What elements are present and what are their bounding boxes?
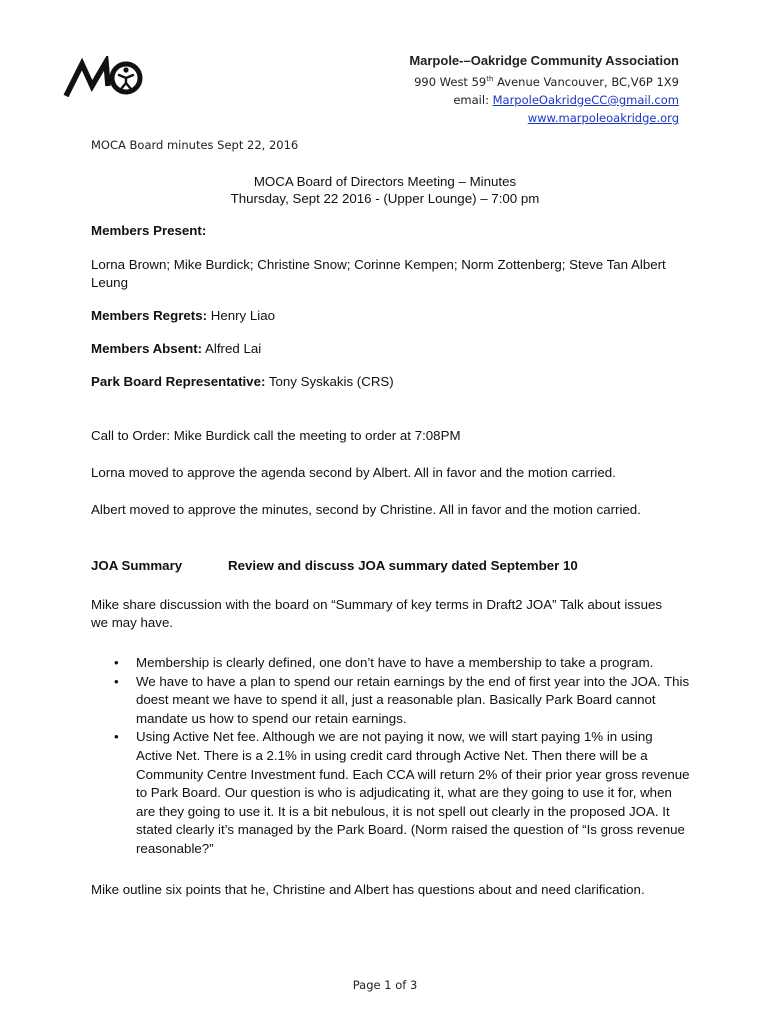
document-label: MOCA Board minutes Sept 22, 2016 bbox=[91, 138, 299, 152]
letterhead bbox=[409, 52, 679, 127]
address-city: Avenue Vancouver, BC,V6P 1X9 bbox=[493, 74, 679, 89]
meeting-title bbox=[91, 173, 679, 207]
bullet-icon: • bbox=[114, 729, 119, 745]
org-email-line bbox=[409, 91, 679, 109]
park-value: Tony Syskakis (CRS) bbox=[265, 374, 394, 389]
motion-agenda: Lorna moved to approve the agenda second by Albert. All in favor and the motion carried. bbox=[91, 465, 616, 480]
park-board-rep bbox=[91, 373, 691, 391]
members-present-label: Members Present: bbox=[91, 223, 207, 238]
moca-logo bbox=[62, 56, 146, 100]
email-label: email: bbox=[453, 92, 493, 107]
members-regrets bbox=[91, 307, 691, 325]
members-present-list: Lorna Brown; Mike Burdick; Christine Snow; Corinne Kempen; Norm Zottenberg; Steve Tan Albert Leung bbox=[91, 257, 666, 290]
joa-section-label: JOA Summary bbox=[91, 558, 183, 573]
members-absent bbox=[91, 340, 691, 358]
bullet-icon: • bbox=[114, 673, 119, 689]
joa-bullet-list bbox=[91, 654, 691, 859]
address-street: 990 West 59 bbox=[414, 74, 487, 89]
title-line-2: Thursday, Sept 22 2016 - (Upper Lounge) – 7:00 pm bbox=[230, 191, 540, 206]
bullet-icon: • bbox=[114, 655, 119, 670]
list-item-text: We have to have a plan to spend our retain earnings by the end of first year into the JOA. This doest meant we have to spend it all, just a reasonable plan. Basically Park Board cannot mandate us how to spend our retain earnings. bbox=[136, 673, 690, 726]
joa-section-description: Review and discuss JOA summary dated September 10 bbox=[228, 558, 578, 573]
list-item-text: Membership is clearly defined, one don’t have to have a membership to take a program. bbox=[136, 655, 654, 670]
absent-label: Members Absent: bbox=[91, 341, 203, 356]
title-line-1: MOCA Board of Directors Meeting – Minutes bbox=[253, 174, 517, 189]
website-link[interactable]: www.marpoleoakridge.org bbox=[527, 110, 679, 125]
list-item bbox=[91, 728, 691, 858]
list-item bbox=[91, 654, 691, 673]
list-item-text: Using Active Net fee. Although we are not paying it now, we will start paying 1% in using Active Net. There is a 2.1% in using credit card through Active Net. Then there will be a Community Centre Investment fund. Each CCA will return 2% of their prior year gross revenue to Park Board. Our question is who is adjudicating it, what are they going to use it for, when are they going to use it. It is a bit nebulous, it is not spell out clearly in the proposed JOA. It stated clearly it’s managed by the Park Board. (Norm raised the question of “Is gross revenue reasonable?” bbox=[136, 729, 690, 856]
address-ordinal: th bbox=[486, 75, 494, 83]
call-to-order: Call to Order: Mike Burdick call the meeting to order at 7:08PM bbox=[91, 428, 461, 443]
regrets-label: Members Regrets: bbox=[91, 308, 208, 323]
org-name: Marpole-–Oakridge Community Association bbox=[409, 53, 679, 68]
page-number: Page 1 of 3 bbox=[352, 978, 418, 992]
org-address bbox=[409, 70, 679, 91]
joa-intro: Mike share discussion with the board on “Summary of key terms in Draft2 JOA” Talk about issues we may have. bbox=[91, 597, 663, 630]
regrets-value: Henry Liao bbox=[207, 308, 276, 323]
park-label: Park Board Representative: bbox=[91, 374, 266, 389]
motion-minutes: Albert moved to approve the minutes, second by Christine. All in favor and the motion carried. bbox=[91, 502, 641, 517]
email-link[interactable]: MarpoleOakridgeCC@gmail.com bbox=[492, 92, 679, 107]
absent-value: Alfred Lai bbox=[202, 341, 262, 356]
list-item bbox=[91, 673, 691, 729]
closing-note: Mike outline six points that he, Christine and Albert has questions about and need clarification. bbox=[91, 882, 645, 897]
